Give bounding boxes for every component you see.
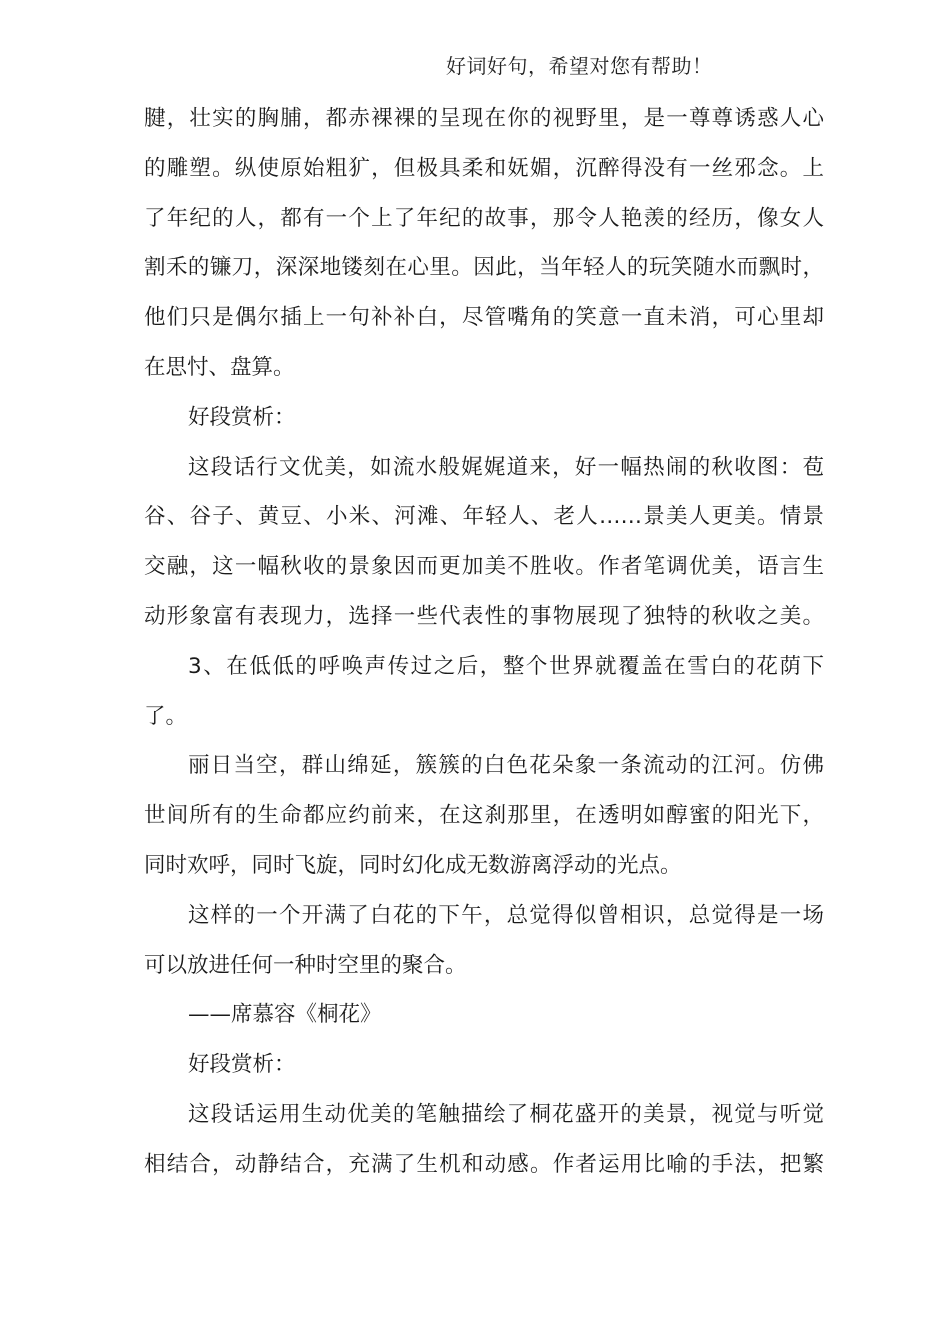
text-line: 割禾的镰刀，深深地镂刻在心里。因此，当年轻人的玩笑随水而飘时， bbox=[144, 255, 824, 281]
text-line: 他们只是偶尔插上一句补补白，尽管嘴角的笑意一直未消，可心里却 bbox=[144, 305, 824, 331]
document-body bbox=[144, 94, 824, 1190]
text-line: 在思忖、盘算。 bbox=[144, 354, 295, 380]
text-line: 这段话运用生动优美的笔触描绘了桐花盛开的美景，视觉与听觉 bbox=[188, 1101, 824, 1127]
section-heading: 好段赏析： bbox=[188, 404, 296, 430]
text-line: 世间所有的生命都应约前来，在这刹那里，在透明如醇蜜的阳光下， bbox=[144, 803, 824, 829]
text-line: 同时欢呼，同时飞旋，同时幻化成无数游离浮动的光点。 bbox=[144, 852, 682, 878]
text-line: 相结合，动静结合，充满了生机和动感。作者运用比喻的手法，把繁 bbox=[144, 1151, 824, 1177]
attribution: ——席慕容《桐花》 bbox=[188, 1002, 382, 1028]
text-line: 谷、谷子、黄豆、小米、河滩、年轻人、老人……景美人更美。情景 bbox=[144, 504, 824, 530]
text-line: 了。 bbox=[144, 703, 188, 729]
text-line: 丽日当空，群山绵延，簇簇的白色花朵象一条流动的江河。仿佛 bbox=[188, 753, 824, 779]
text-line: 这样的一个开满了白花的下午，总觉得似曾相识，总觉得是一场 bbox=[188, 902, 824, 928]
text-line: 交融，这一幅秋收的景象因而更加美不胜收。作者笔调优美，语言生 bbox=[144, 554, 824, 580]
text-line: 了年纪的人，都有一个上了年纪的故事，那令人艳羡的经历，像女人 bbox=[144, 205, 824, 231]
page-header: 好词好句，希望对您有帮助！ bbox=[446, 54, 713, 78]
text-line: 腱，壮实的胸脯，都赤裸裸的呈现在你的视野里，是一尊尊诱惑人心 bbox=[144, 106, 824, 131]
text-line: 这段话行文优美，如流水般娓娓道来，好一幅热闹的秋收图：苞 bbox=[188, 454, 824, 480]
section-heading: 好段赏析： bbox=[188, 1052, 296, 1078]
text-line: 的雕塑。纵使原始粗犷，但极具柔和妩媚，沉醉得没有一丝邪念。上 bbox=[144, 155, 824, 181]
text-line: 动形象富有表现力，选择一些代表性的事物展现了独特的秋收之美。 bbox=[144, 603, 824, 629]
text-line: 可以放进任何一种时空里的聚合。 bbox=[144, 952, 467, 978]
text-line: 3、在低低的呼唤声传过之后，整个世界就覆盖在雪白的花荫下 bbox=[188, 653, 824, 679]
